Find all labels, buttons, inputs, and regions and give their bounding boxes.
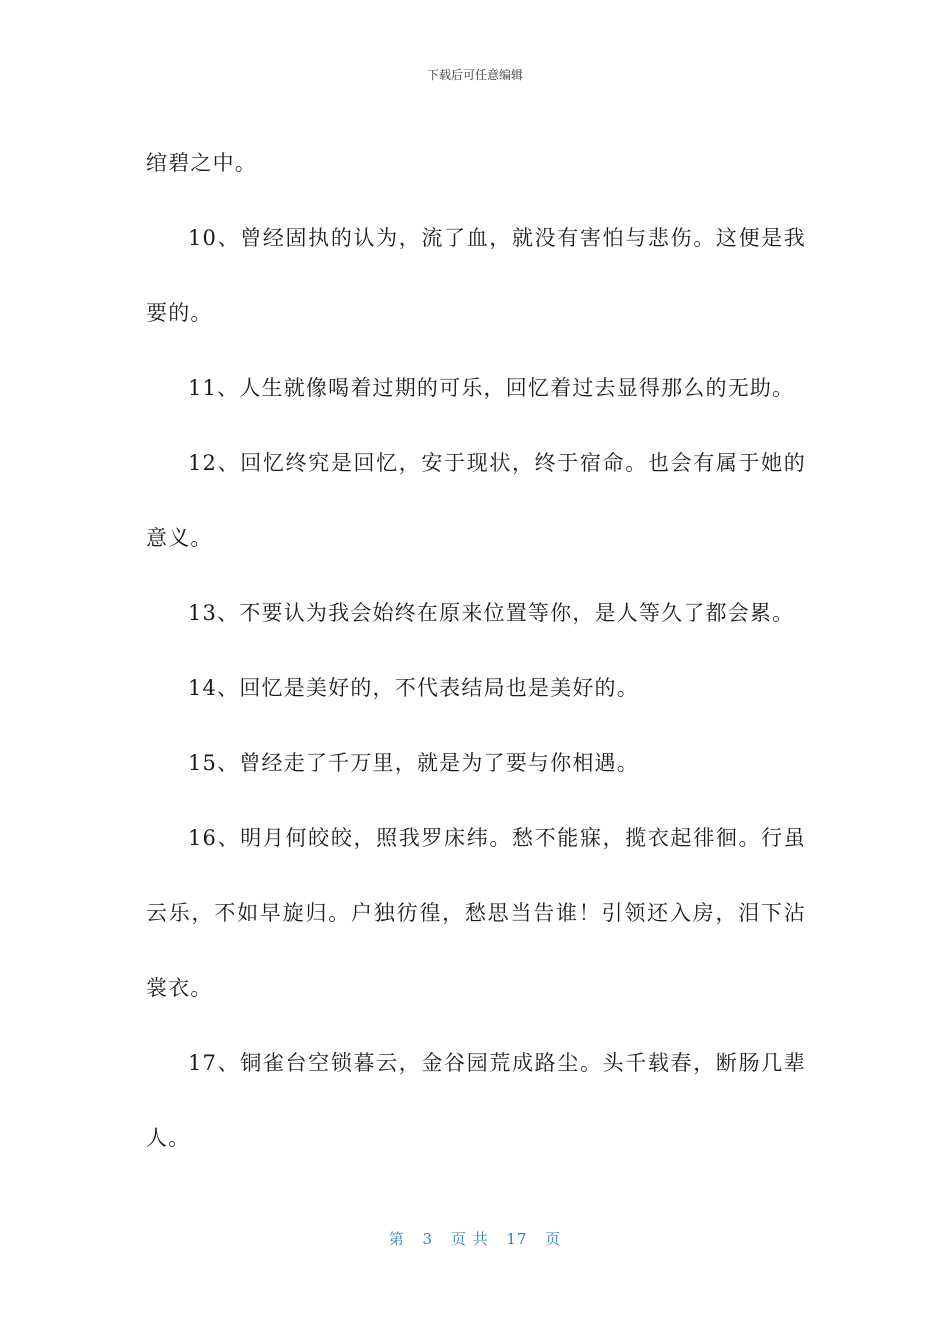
paragraph-10: 10、曾经固执的认为，流了血，就没有害怕与悲伤。这便是我要的。 bbox=[146, 226, 806, 325]
paragraph-17: 17、铜雀台空锁暮云，金谷园荒成路尘。头千载春，断肠几辈人。 bbox=[146, 1051, 806, 1150]
footer-page-number: 3 bbox=[422, 1230, 434, 1248]
footer-page-suffix: 页 bbox=[545, 1230, 562, 1248]
paragraph-12: 12、回忆终究是回忆，安于现状，终于宿命。也会有属于她的意义。 bbox=[146, 451, 806, 550]
paragraph-13: 13、不要认为我会始终在原来位置等你，是人等久了都会累。 bbox=[188, 601, 795, 625]
footer-page-prefix: 第 bbox=[388, 1230, 405, 1248]
page-header: 下载后可任意编辑 bbox=[426, 68, 523, 82]
paragraph-continuation: 绾碧之中。 bbox=[146, 151, 257, 175]
paragraph-16: 16、明月何皎皎，照我罗床纬。愁不能寐，揽衣起徘徊。行虽云乐，不如早旋归。户独彷徨，愁思当告谁！引领还入房，泪下沾裳衣。 bbox=[146, 826, 806, 1000]
footer-page-mid: 页 共 bbox=[450, 1230, 489, 1248]
document-body bbox=[146, 126, 806, 1176]
page-footer bbox=[0, 1228, 950, 1249]
paragraph-14: 14、回忆是美好的，不代表结局也是美好的。 bbox=[188, 676, 639, 700]
footer-total-pages: 17 bbox=[506, 1230, 528, 1248]
paragraph-11: 11、人生就像喝着过期的可乐，回忆着过去显得那么的无助。 bbox=[188, 376, 795, 400]
paragraph-15: 15、曾经走了千万里，就是为了要与你相遇。 bbox=[188, 751, 639, 775]
